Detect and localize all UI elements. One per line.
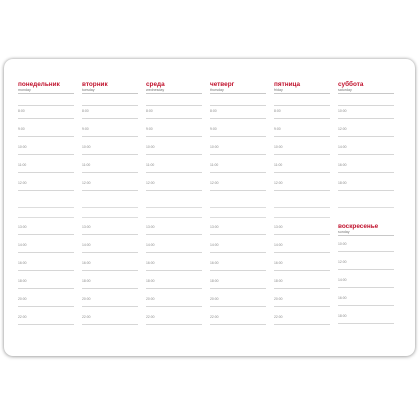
slot-line xyxy=(82,105,138,106)
slot-line[interactable] xyxy=(18,288,74,289)
time-label: 12:00 xyxy=(82,181,91,185)
slot-line[interactable] xyxy=(18,252,74,253)
day-column-tuesday xyxy=(82,81,138,341)
time-label: 12:00 xyxy=(210,181,219,185)
time-label: 9:00 xyxy=(274,127,281,131)
time-label: 22:00 xyxy=(82,315,91,319)
time-label: 10:00 xyxy=(82,145,91,149)
slot-line[interactable] xyxy=(146,306,202,307)
time-label: 20:00 xyxy=(18,297,27,301)
slot-line xyxy=(146,207,202,208)
time-label: 12:00 xyxy=(146,181,155,185)
slot-line[interactable] xyxy=(82,288,138,289)
day-name: суббота xyxy=(338,81,364,88)
slot-line[interactable] xyxy=(146,234,202,235)
slot-line[interactable] xyxy=(274,270,330,271)
day-subtitle: friday xyxy=(274,88,283,92)
slot-line[interactable] xyxy=(274,118,330,119)
slot-line[interactable] xyxy=(18,136,74,137)
slot-line[interactable] xyxy=(82,252,138,253)
day-column-thursday xyxy=(210,81,266,341)
slot-line[interactable] xyxy=(274,172,330,173)
day-name: среда xyxy=(146,81,165,88)
slot-line[interactable] xyxy=(338,172,394,173)
time-label: 8:00 xyxy=(18,109,25,113)
slot-line xyxy=(146,217,202,218)
slot-line[interactable] xyxy=(82,118,138,119)
day-subtitle: wednesday xyxy=(146,88,165,92)
time-label: 20:00 xyxy=(210,297,219,301)
slot-line[interactable] xyxy=(146,190,202,191)
slot-line[interactable] xyxy=(18,154,74,155)
time-label: 11:00 xyxy=(146,163,155,167)
day-subtitle: saturday xyxy=(338,88,352,92)
slot-line[interactable] xyxy=(338,269,394,270)
time-label: 11:00 xyxy=(210,163,219,167)
time-label: 13:00 xyxy=(274,225,283,229)
time-label: 11:00 xyxy=(82,163,91,167)
time-label: 22:00 xyxy=(210,315,219,319)
day-name: пятница xyxy=(274,81,301,88)
day-subtitle: sunday xyxy=(338,230,350,234)
time-label: 11:00 xyxy=(274,163,283,167)
planner-sheet xyxy=(4,59,415,356)
slot-line[interactable] xyxy=(146,270,202,271)
slot-line xyxy=(82,207,138,208)
time-label: 20:00 xyxy=(82,297,91,301)
slot-line xyxy=(274,217,330,218)
day-name: вторник xyxy=(82,81,108,88)
slot-line[interactable] xyxy=(146,118,202,119)
day-name: четверг xyxy=(210,81,235,88)
slot-line[interactable] xyxy=(82,270,138,271)
slot-line[interactable] xyxy=(210,234,266,235)
time-label: 18:00 xyxy=(146,279,155,283)
time-label: 22:00 xyxy=(274,315,283,319)
time-label: 14:00 xyxy=(274,243,283,247)
slot-line[interactable] xyxy=(82,154,138,155)
slot-line[interactable] xyxy=(338,287,394,288)
slot-line[interactable] xyxy=(338,154,394,155)
time-label: 12:00 xyxy=(338,260,347,264)
time-label: 8:00 xyxy=(274,109,281,113)
day-header-rule xyxy=(18,93,74,94)
slot-line xyxy=(146,105,202,106)
time-label: 18:00 xyxy=(274,279,283,283)
time-label: 8:00 xyxy=(146,109,153,113)
slot-line[interactable] xyxy=(18,324,74,325)
slot-line[interactable] xyxy=(338,305,394,306)
day-header-rule xyxy=(338,93,394,94)
slot-line[interactable] xyxy=(210,118,266,119)
slot-line[interactable] xyxy=(210,172,266,173)
slot-line[interactable] xyxy=(146,324,202,325)
day-header-rule xyxy=(274,93,330,94)
time-label: 20:00 xyxy=(146,297,155,301)
time-label: 9:00 xyxy=(146,127,153,131)
slot-line xyxy=(18,105,74,106)
slot-line xyxy=(274,105,330,106)
slot-line[interactable] xyxy=(338,190,394,191)
slot-line[interactable] xyxy=(82,234,138,235)
slot-line[interactable] xyxy=(274,252,330,253)
time-label: 10:00 xyxy=(18,145,27,149)
time-label: 12:00 xyxy=(338,127,347,131)
slot-line[interactable] xyxy=(338,323,394,324)
slot-line[interactable] xyxy=(82,172,138,173)
slot-line[interactable] xyxy=(146,252,202,253)
day-column-monday xyxy=(18,81,74,341)
slot-line[interactable] xyxy=(146,288,202,289)
time-label: 14:00 xyxy=(146,243,155,247)
time-label: 16:00 xyxy=(338,163,347,167)
time-label: 16:00 xyxy=(82,261,91,265)
slot-line[interactable] xyxy=(274,190,330,191)
time-label: 10:00 xyxy=(146,145,155,149)
time-label: 16:00 xyxy=(18,261,27,265)
time-label: 18:00 xyxy=(338,181,347,185)
day-column-friday xyxy=(274,81,330,341)
slot-line xyxy=(338,105,394,106)
slot-line[interactable] xyxy=(338,251,394,252)
slot-line xyxy=(18,207,74,208)
slot-line xyxy=(210,105,266,106)
slot-line[interactable] xyxy=(210,306,266,307)
slot-line[interactable] xyxy=(274,288,330,289)
time-label: 10:00 xyxy=(210,145,219,149)
time-label: 11:00 xyxy=(18,163,27,167)
time-label: 16:00 xyxy=(274,261,283,265)
time-label: 14:00 xyxy=(210,243,219,247)
slot-line[interactable] xyxy=(18,118,74,119)
time-label: 14:00 xyxy=(18,243,27,247)
time-label: 22:00 xyxy=(18,315,27,319)
time-label: 13:00 xyxy=(146,225,155,229)
slot-line[interactable] xyxy=(18,190,74,191)
slot-line[interactable] xyxy=(82,306,138,307)
time-label: 9:00 xyxy=(210,127,217,131)
time-label: 14:00 xyxy=(82,243,91,247)
time-label: 8:00 xyxy=(210,109,217,113)
slot-line[interactable] xyxy=(18,270,74,271)
day-subtitle: tuesday xyxy=(82,88,95,92)
day-subtitle: monday xyxy=(18,88,31,92)
time-label: 9:00 xyxy=(82,127,89,131)
time-label: 13:00 xyxy=(82,225,91,229)
day-name: понедельник xyxy=(18,81,60,88)
slot-line[interactable] xyxy=(82,136,138,137)
slot-line[interactable] xyxy=(146,172,202,173)
day-header-rule xyxy=(338,235,394,236)
day-column-sunday xyxy=(338,223,394,333)
slot-line[interactable] xyxy=(82,190,138,191)
slot-line[interactable] xyxy=(274,234,330,235)
day-header-rule xyxy=(210,93,266,94)
time-label: 13:00 xyxy=(210,225,219,229)
slot-line[interactable] xyxy=(338,136,394,137)
time-label: 22:00 xyxy=(146,315,155,319)
time-label: 20:00 xyxy=(274,297,283,301)
slot-line[interactable] xyxy=(274,154,330,155)
slot-line[interactable] xyxy=(210,288,266,289)
time-label: 9:00 xyxy=(18,127,25,131)
time-label: 18:00 xyxy=(18,279,27,283)
slot-line xyxy=(274,207,330,208)
slot-line xyxy=(82,217,138,218)
slot-line[interactable] xyxy=(18,306,74,307)
day-name: воскресенье xyxy=(338,223,379,230)
slot-line[interactable] xyxy=(210,136,266,137)
time-label: 8:00 xyxy=(82,109,89,113)
slot-line[interactable] xyxy=(210,270,266,271)
time-label: 10:00 xyxy=(274,145,283,149)
time-label: 10:00 xyxy=(338,109,347,113)
day-column-wednesday xyxy=(146,81,202,341)
slot-line[interactable] xyxy=(146,154,202,155)
slot-line xyxy=(338,207,394,208)
time-label: 18:00 xyxy=(82,279,91,283)
slot-line[interactable] xyxy=(274,324,330,325)
slot-line xyxy=(18,217,74,218)
slot-line[interactable] xyxy=(146,136,202,137)
day-header-rule xyxy=(82,93,138,94)
slot-line[interactable] xyxy=(82,324,138,325)
slot-line[interactable] xyxy=(210,324,266,325)
slot-line xyxy=(210,207,266,208)
slot-line[interactable] xyxy=(210,190,266,191)
time-label: 16:00 xyxy=(210,261,219,265)
time-label: 13:00 xyxy=(18,225,27,229)
day-subtitle: thursday xyxy=(210,88,224,92)
slot-line[interactable] xyxy=(18,172,74,173)
slot-line[interactable] xyxy=(338,118,394,119)
time-label: 14:00 xyxy=(338,145,347,149)
time-label: 10:00 xyxy=(338,242,347,246)
time-label: 12:00 xyxy=(18,181,27,185)
time-label: 14:00 xyxy=(338,278,347,282)
slot-line[interactable] xyxy=(210,154,266,155)
time-label: 18:00 xyxy=(210,279,219,283)
slot-line xyxy=(210,217,266,218)
time-label: 16:00 xyxy=(146,261,155,265)
slot-line[interactable] xyxy=(210,252,266,253)
slot-line[interactable] xyxy=(18,234,74,235)
slot-line[interactable] xyxy=(274,306,330,307)
time-label: 12:00 xyxy=(274,181,283,185)
time-label: 18:00 xyxy=(338,314,347,318)
slot-line[interactable] xyxy=(274,136,330,137)
day-header-rule xyxy=(146,93,202,94)
time-label: 16:00 xyxy=(338,296,347,300)
